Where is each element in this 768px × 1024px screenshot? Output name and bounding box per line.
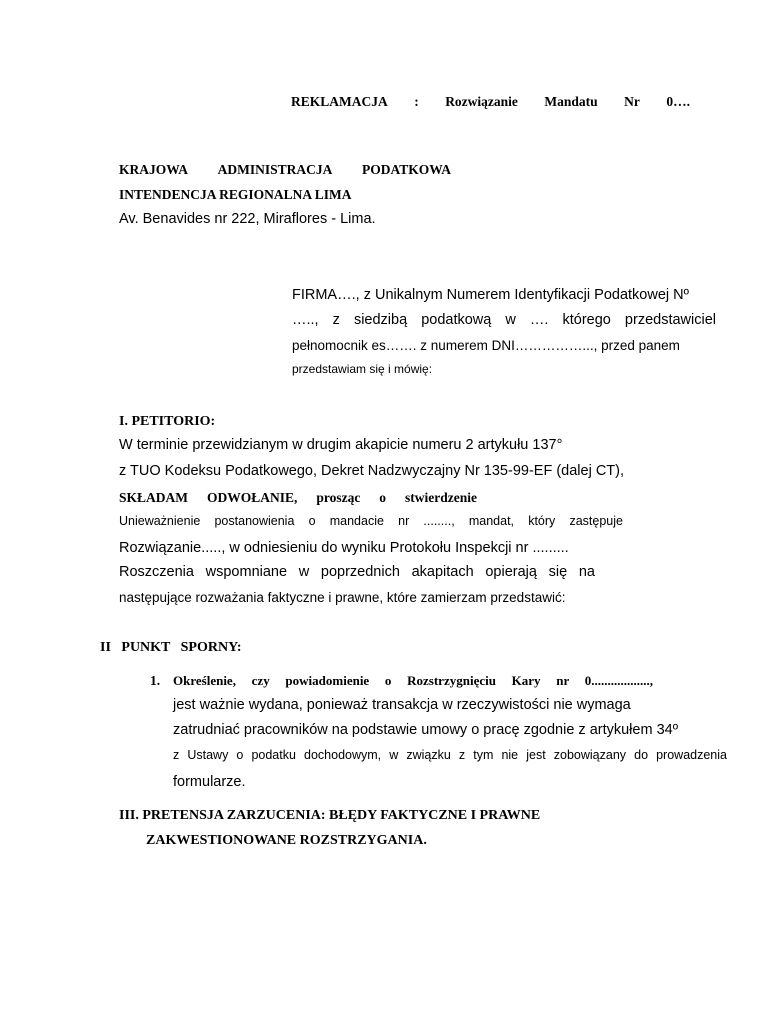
intro-line-1: FIRMA…., z Unikalnym Numerem Identyfikacji Podatkowej Nº [292, 287, 689, 303]
recipient-word: KRAJOWA [119, 162, 189, 177]
petitorio-line-6: Roszczenia wspomniane w poprzednich akapitach opierają się na [119, 564, 595, 580]
section-heading-pretensja: III. PRETENSJA ZARZUCENIA: BŁĘDY FAKTYCZNE I PRAWNE [119, 808, 541, 823]
title-word: Rozwiązanie [445, 94, 518, 109]
recipient-address: Av. Benavides nr 222, Miraflores - Lima. [119, 211, 376, 227]
list-item-line-1: Określenie, czy powiadomienie o Rozstrzygnięciu Kary nr 0.................., [173, 673, 653, 688]
recipient-word: PODATKOWA [361, 162, 451, 177]
title-word: REKLAMACJA [291, 94, 388, 109]
section-heading-petitorio: I. PETITORIO: [119, 414, 216, 429]
list-item-line-2: jest ważnie wydana, ponieważ transakcja w rzeczywistości nie wymaga [173, 697, 631, 713]
petitorio-line-2: z TUO Kodeksu Podatkowego, Dekret Nadzwyczajny Nr 135-99-EF (dalej CT), [119, 463, 625, 479]
title-word: Mandatu [544, 94, 598, 109]
list-item-number: 1. [150, 673, 161, 688]
title-word: : [414, 94, 419, 109]
intro-line-3: pełnomocnik es……. z numerem DNI……………..., przed panem [292, 338, 680, 353]
petitorio-line-7: następujące rozważania faktyczne i prawne, które zamierzam przedstawić: [119, 590, 566, 605]
recipient-line-1 [119, 162, 451, 178]
list-item-line-3: zatrudniać pracowników na podstawie umowy o pracę zgodnie z artykułem 34º [173, 722, 679, 738]
section-heading-pretensja-cont: ZAKWESTIONOWANE ROZSTRZYGANIA. [146, 833, 427, 848]
intro-line-2: ….., z siedzibą podatkową w …. którego przedstawiciel [292, 312, 716, 328]
list-item-line-4: z Ustawy o podatku dochodowym, w związku z tym nie jest zobowiązany do prowadzenia [173, 748, 727, 762]
petitorio-line-5: Rozwiązanie....., w odniesieniu do wyniku Protokołu Inspekcji nr ......... [119, 540, 569, 556]
recipient-line-2: INTENDENCJA REGIONALNA LIMA [119, 187, 352, 202]
intro-line-4: przedstawiam się i mówię: [292, 362, 433, 376]
section-heading-punkt-sporny: II PUNKT SPORNY: [100, 640, 242, 655]
petitorio-line-1: W terminie przewidzianym w drugim akapicie numeru 2 artykułu 137° [119, 437, 563, 453]
list-item-line-5: formularze. [173, 774, 246, 790]
title-word: Nr [624, 94, 640, 109]
recipient-word: ADMINISTRACJA [217, 162, 333, 177]
petitorio-line-4: Unieważnienie postanowienia o mandacie nr ........, mandat, który zastępuje [119, 514, 623, 528]
title-word: 0…. [666, 94, 690, 109]
petitorio-line-3: SKŁADAM ODWOŁANIE, prosząc o stwierdzenie [119, 490, 477, 505]
document-title [291, 94, 690, 110]
